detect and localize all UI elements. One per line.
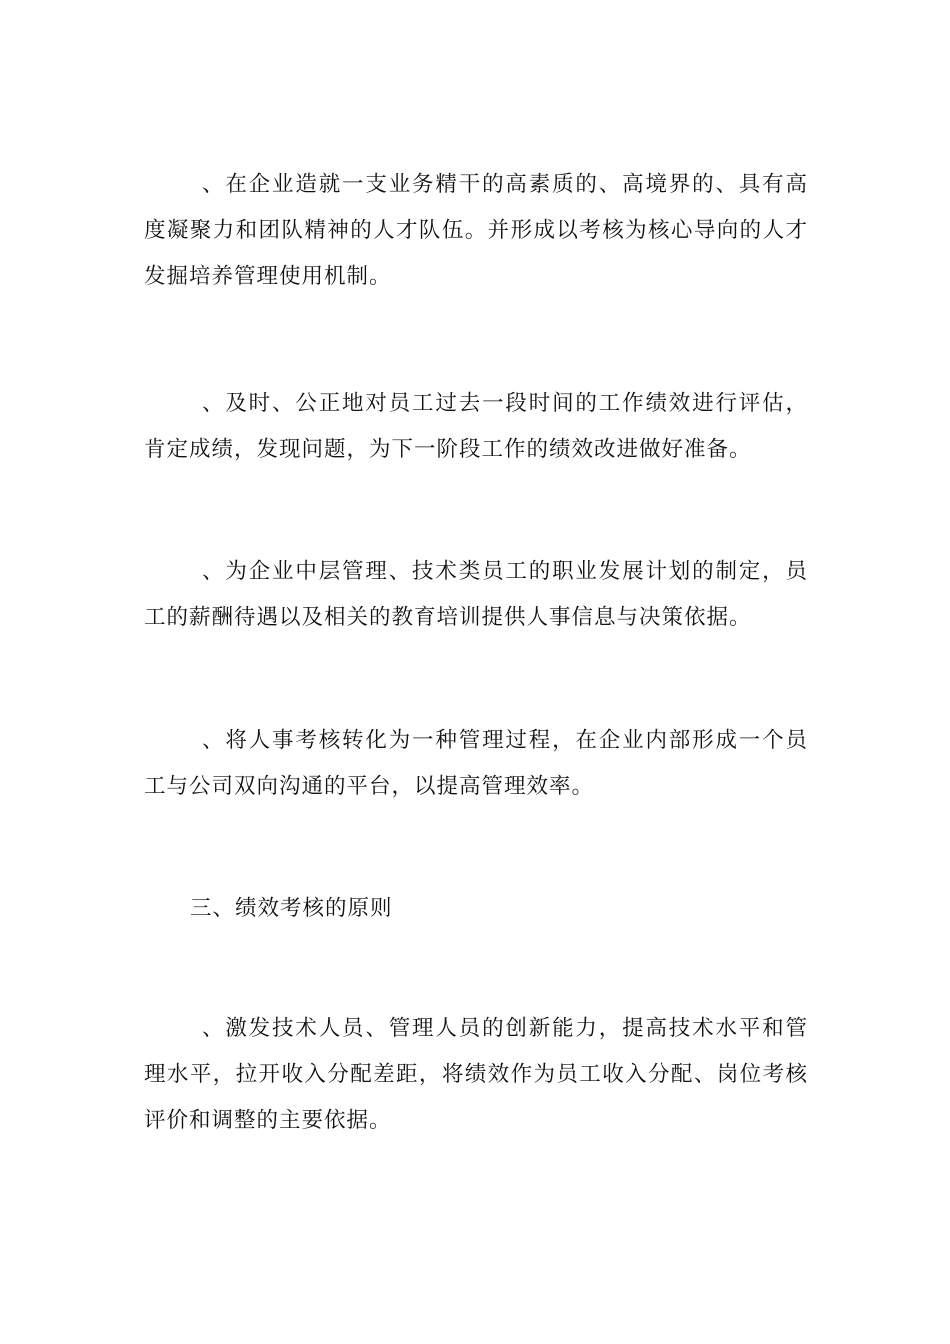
paragraph-innovation-incentive: 、激发技术人员、管理人员的创新能力，提高技术水平和管理水平，拉开收入分配差距，将绩效作为员工收入分配、岗位考核评价和调整的主要依据。	[144, 1016, 808, 1133]
paragraph-career-development: 、为企业中层管理、技术类员工的职业发展计划的制定，员工的薪酬待遇以及相关的教育培训提供人事信息与决策依据。	[144, 559, 808, 630]
paragraph-communication-platform: 、将人事考核转化为一种管理过程，在企业内部形成一个员工与公司双向沟通的平台，以提高管理效率。	[144, 728, 808, 799]
paragraph-talent-team: 、在企业造就一支业务精干的高素质的、高境界的、具有高度凝聚力和团队精神的人才队伍。并形成以考核为核心导向的人才发掘培养管理使用机制。	[144, 172, 808, 289]
section-heading-principles: 三、绩效考核的原则	[190, 896, 393, 921]
paragraph-performance-evaluation: 、及时、公正地对员工过去一段时间的工作绩效进行评估，肯定成绩，发现问题，为下一阶段工作的绩效改进做好准备。	[144, 391, 808, 462]
